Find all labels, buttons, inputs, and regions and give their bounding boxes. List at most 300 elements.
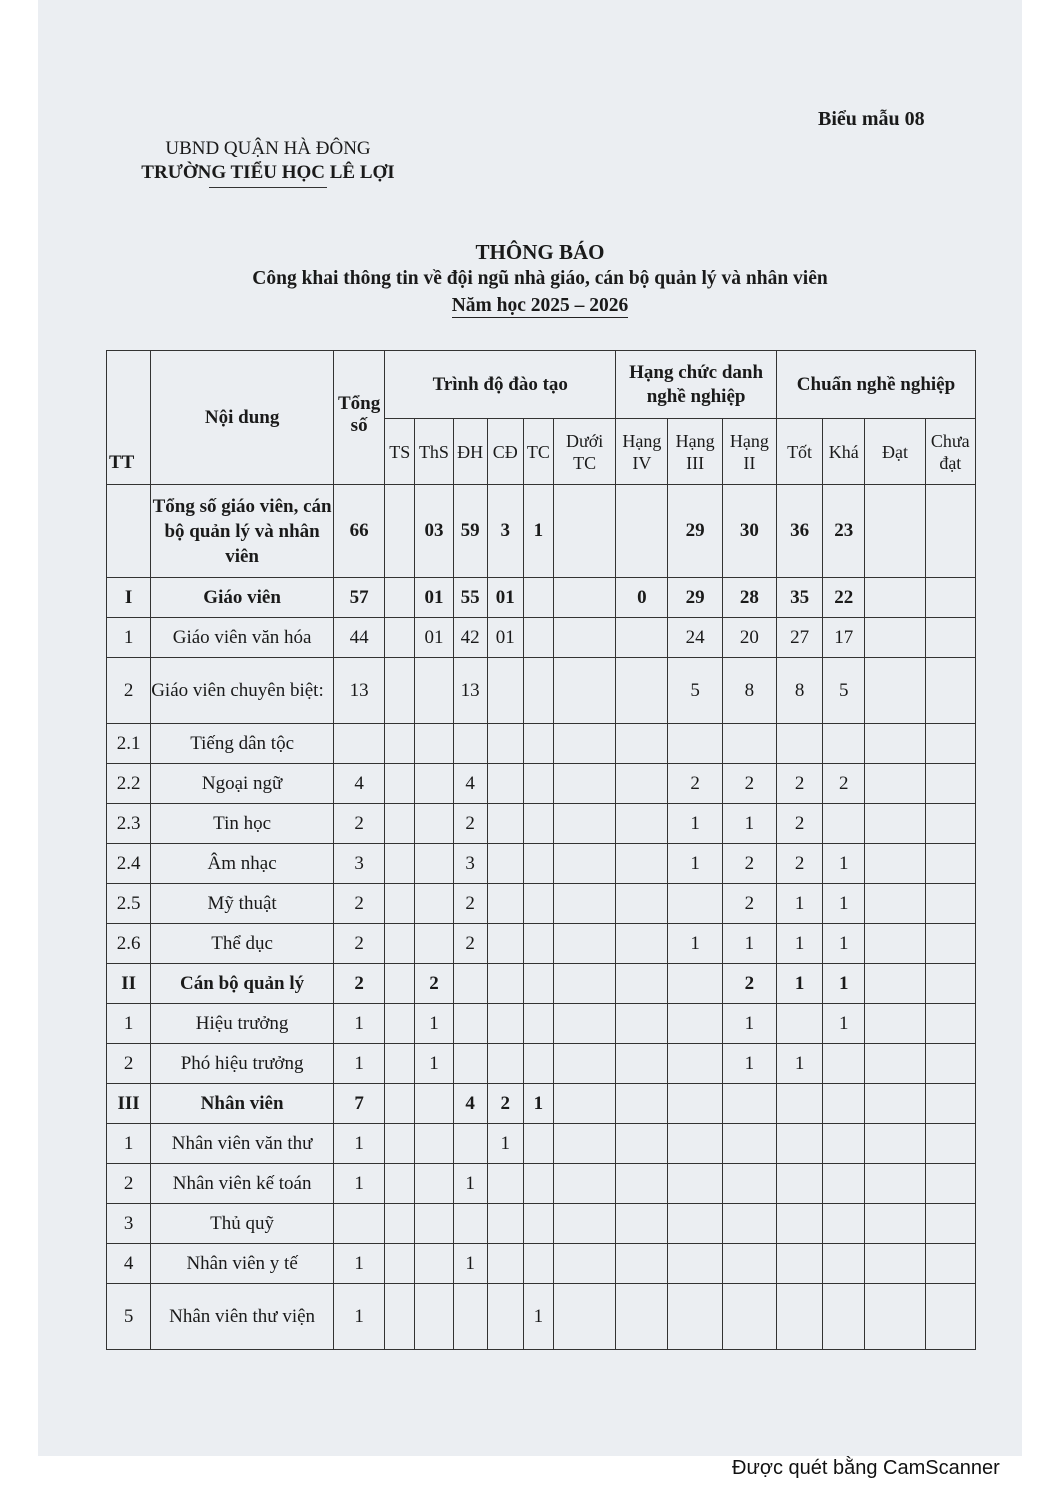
cell-tc xyxy=(523,884,553,924)
cell-content: Nhân viên kế toán xyxy=(151,1164,334,1204)
cell-total: 57 xyxy=(334,578,385,618)
cell-total: 2 xyxy=(334,924,385,964)
table-row xyxy=(107,1244,976,1284)
table-row xyxy=(107,1084,976,1124)
cell-hang-ii: 1 xyxy=(722,1044,776,1084)
cell-tt: 2.5 xyxy=(107,884,151,924)
header-training-group: Trình độ đào tạo xyxy=(385,351,616,419)
cell-ts xyxy=(385,764,415,804)
cell-dat xyxy=(865,1284,925,1350)
cell-cd: 2 xyxy=(487,1084,523,1124)
cell-dat xyxy=(865,964,925,1004)
cell-tt: 2.1 xyxy=(107,724,151,764)
cell-duoi-tc xyxy=(553,578,615,618)
cell-chua-dat xyxy=(925,618,975,658)
cell-dh xyxy=(453,1284,487,1350)
cell-dat xyxy=(865,884,925,924)
agency-parent: UBND QUẬN HÀ ĐÔNG xyxy=(165,138,371,159)
table-row xyxy=(107,844,976,884)
cell-duoi-tc xyxy=(553,764,615,804)
cell-kha xyxy=(823,1124,865,1164)
cell-tc xyxy=(523,1044,553,1084)
cell-dat xyxy=(865,1164,925,1204)
cell-tt: 1 xyxy=(107,1124,151,1164)
cell-duoi-tc xyxy=(553,1244,615,1284)
cell-content: Giáo viên xyxy=(151,578,334,618)
header-standard-group: Chuẩn nghề nghiệp xyxy=(776,351,975,419)
cell-hang-iv: 0 xyxy=(616,578,668,618)
cell-hang-ii: 1 xyxy=(722,804,776,844)
cell-content: Âm nhạc xyxy=(151,844,334,884)
cell-tt: 2.2 xyxy=(107,764,151,804)
cell-ts xyxy=(385,485,415,578)
header-kha: Khá xyxy=(823,419,865,485)
cell-hang-iv xyxy=(616,964,668,1004)
cell-ts xyxy=(385,1004,415,1044)
cell-kha: 1 xyxy=(823,1004,865,1044)
cell-cd xyxy=(487,884,523,924)
cell-dat xyxy=(865,844,925,884)
cell-hang-iii: 1 xyxy=(668,804,722,844)
cell-dat xyxy=(865,658,925,724)
cell-dh: 2 xyxy=(453,924,487,964)
cell-tc xyxy=(523,764,553,804)
cell-total xyxy=(334,1204,385,1244)
table-row xyxy=(107,804,976,844)
table-row xyxy=(107,1124,976,1164)
cell-hang-iv xyxy=(616,1124,668,1164)
cell-tot: 2 xyxy=(776,844,822,884)
cell-hang-iii xyxy=(668,1244,722,1284)
cell-chua-dat xyxy=(925,1284,975,1350)
cell-cd: 01 xyxy=(487,618,523,658)
cell-ths xyxy=(415,804,453,844)
cell-tot: 1 xyxy=(776,964,822,1004)
cell-cd xyxy=(487,1244,523,1284)
doc-subtitle: Công khai thông tin về đội ngũ nhà giáo, cán bộ quản lý và nhân viên xyxy=(252,268,828,289)
cell-hang-iii: 29 xyxy=(668,578,722,618)
cell-dat xyxy=(865,578,925,618)
cell-kha xyxy=(823,1244,865,1284)
cell-tot: 1 xyxy=(776,884,822,924)
cell-cd xyxy=(487,724,523,764)
cell-tt: III xyxy=(107,1084,151,1124)
cell-ths: 1 xyxy=(415,1004,453,1044)
table-row xyxy=(107,618,976,658)
cell-kha: 1 xyxy=(823,964,865,1004)
cell-tt: 5 xyxy=(107,1284,151,1350)
cell-hang-iii xyxy=(668,964,722,1004)
cell-hang-iv xyxy=(616,1164,668,1204)
cell-chua-dat xyxy=(925,804,975,844)
cell-total: 1 xyxy=(334,1164,385,1204)
cell-cd xyxy=(487,804,523,844)
cell-chua-dat xyxy=(925,1044,975,1084)
cell-content: Ngoại ngữ xyxy=(151,764,334,804)
cell-total: 1 xyxy=(334,1044,385,1084)
cell-ts xyxy=(385,1284,415,1350)
cell-ths: 03 xyxy=(415,485,453,578)
cell-dh: 13 xyxy=(453,658,487,724)
cell-cd: 01 xyxy=(487,578,523,618)
form-code: Biểu mẫu 08 xyxy=(818,108,925,130)
cell-hang-iv xyxy=(616,1004,668,1044)
doc-year-text: Năm học 2025 – 2026 xyxy=(451,295,629,316)
cell-cd xyxy=(487,844,523,884)
cell-ts xyxy=(385,804,415,844)
cell-hang-iii xyxy=(668,1044,722,1084)
cell-tot xyxy=(776,724,822,764)
header-dat: Đạt xyxy=(865,419,925,485)
cell-tot: 27 xyxy=(776,618,822,658)
cell-hang-iii xyxy=(668,1164,722,1204)
cell-total: 1 xyxy=(334,1004,385,1044)
cell-kha: 2 xyxy=(823,764,865,804)
cell-ths xyxy=(415,844,453,884)
cell-hang-iv xyxy=(616,1044,668,1084)
cell-tot: 36 xyxy=(776,485,822,578)
cell-tc xyxy=(523,618,553,658)
header-tc: TC xyxy=(523,419,553,485)
header-rank-group: Hạng chức danh nghề nghiệp xyxy=(616,351,777,419)
cell-ts xyxy=(385,618,415,658)
cell-hang-iv xyxy=(616,884,668,924)
cell-duoi-tc xyxy=(553,1204,615,1244)
cell-ths: 01 xyxy=(415,618,453,658)
cell-kha xyxy=(823,1204,865,1244)
cell-chua-dat xyxy=(925,844,975,884)
cell-kha xyxy=(823,1044,865,1084)
cell-duoi-tc xyxy=(553,1284,615,1350)
cell-duoi-tc xyxy=(553,1164,615,1204)
header-duoi-tc: Dưới TC xyxy=(553,419,615,485)
cell-hang-iv xyxy=(616,1244,668,1284)
cell-kha xyxy=(823,1164,865,1204)
table-row xyxy=(107,1284,976,1350)
table-row xyxy=(107,1164,976,1204)
cell-chua-dat xyxy=(925,1244,975,1284)
cell-hang-ii: 1 xyxy=(722,924,776,964)
table-row xyxy=(107,884,976,924)
cell-ts xyxy=(385,964,415,1004)
table-row-grand-total xyxy=(107,485,976,578)
staff-table xyxy=(106,350,976,1350)
cell-total: 2 xyxy=(334,804,385,844)
cell-hang-iv xyxy=(616,485,668,578)
cell-ths: 1 xyxy=(415,1044,453,1084)
cell-ts xyxy=(385,844,415,884)
cell-content: Mỹ thuật xyxy=(151,884,334,924)
cell-chua-dat xyxy=(925,658,975,724)
cell-total: 66 xyxy=(334,485,385,578)
cell-tc xyxy=(523,1244,553,1284)
cell-kha: 22 xyxy=(823,578,865,618)
cell-tt: 2 xyxy=(107,1044,151,1084)
cell-chua-dat xyxy=(925,578,975,618)
cell-kha: 1 xyxy=(823,844,865,884)
cell-tc xyxy=(523,658,553,724)
cell-ths: 2 xyxy=(415,964,453,1004)
cell-cd xyxy=(487,1284,523,1350)
cell-tc xyxy=(523,964,553,1004)
cell-cd: 1 xyxy=(487,1124,523,1164)
cell-tt: 2 xyxy=(107,1164,151,1204)
cell-kha: 1 xyxy=(823,884,865,924)
cell-ths xyxy=(415,884,453,924)
cell-hang-iv xyxy=(616,618,668,658)
cell-tot: 8 xyxy=(776,658,822,724)
agency-block xyxy=(138,138,398,188)
cell-content: Tổng số giáo viên, cán bộ quản lý và nhân viên xyxy=(151,485,334,578)
cell-duoi-tc xyxy=(553,724,615,764)
cell-ts xyxy=(385,724,415,764)
cell-duoi-tc xyxy=(553,1044,615,1084)
cell-ts xyxy=(385,578,415,618)
header-tot: Tốt xyxy=(776,419,822,485)
cell-tot xyxy=(776,1164,822,1204)
cell-tc xyxy=(523,1124,553,1164)
cell-hang-iv xyxy=(616,1084,668,1124)
cell-kha xyxy=(823,724,865,764)
cell-duoi-tc xyxy=(553,924,615,964)
cell-dat xyxy=(865,724,925,764)
table-row xyxy=(107,1044,976,1084)
cell-hang-ii: 2 xyxy=(722,884,776,924)
cell-total: 13 xyxy=(334,658,385,724)
cell-chua-dat xyxy=(925,964,975,1004)
cell-hang-ii: 8 xyxy=(722,658,776,724)
cell-tot: 2 xyxy=(776,804,822,844)
cell-ths xyxy=(415,1124,453,1164)
cell-ths xyxy=(415,1284,453,1350)
cell-dat xyxy=(865,804,925,844)
cell-duoi-tc xyxy=(553,658,615,724)
cell-total: 2 xyxy=(334,964,385,1004)
cell-tot xyxy=(776,1124,822,1164)
cell-dh xyxy=(453,724,487,764)
cell-hang-iii: 1 xyxy=(668,844,722,884)
cell-content: Nhân viên văn thư xyxy=(151,1124,334,1164)
cell-hang-ii xyxy=(722,1124,776,1164)
cell-tc xyxy=(523,578,553,618)
cell-cd xyxy=(487,1204,523,1244)
cell-ts xyxy=(385,1244,415,1284)
cell-chua-dat xyxy=(925,1164,975,1204)
cell-cd xyxy=(487,1164,523,1204)
cell-hang-iv xyxy=(616,764,668,804)
cell-ths xyxy=(415,658,453,724)
cell-hang-iii xyxy=(668,724,722,764)
cell-hang-ii: 30 xyxy=(722,485,776,578)
cell-chua-dat xyxy=(925,764,975,804)
cell-tc xyxy=(523,1004,553,1044)
header-tt: TT xyxy=(107,351,151,485)
cell-total: 1 xyxy=(334,1284,385,1350)
cell-hang-iii: 24 xyxy=(668,618,722,658)
cell-dh xyxy=(453,1204,487,1244)
cell-hang-iv xyxy=(616,658,668,724)
cell-hang-ii: 28 xyxy=(722,578,776,618)
cell-duoi-tc xyxy=(553,1004,615,1044)
header-hang-iv: Hạng IV xyxy=(616,419,668,485)
cell-ths xyxy=(415,764,453,804)
cell-tt: I xyxy=(107,578,151,618)
cell-tc xyxy=(523,804,553,844)
cell-cd xyxy=(487,924,523,964)
cell-hang-ii xyxy=(722,724,776,764)
cell-dat xyxy=(865,485,925,578)
cell-chua-dat xyxy=(925,1204,975,1244)
header-ths: ThS xyxy=(415,419,453,485)
cell-ths xyxy=(415,1084,453,1124)
cell-tc xyxy=(523,1164,553,1204)
cell-ts xyxy=(385,1124,415,1164)
cell-total: 3 xyxy=(334,844,385,884)
cell-tt: 2.4 xyxy=(107,844,151,884)
table-row xyxy=(107,964,976,1004)
cell-ths xyxy=(415,924,453,964)
cell-tot: 2 xyxy=(776,764,822,804)
cell-dh: 1 xyxy=(453,1164,487,1204)
cell-dh xyxy=(453,1044,487,1084)
cell-tc xyxy=(523,1204,553,1244)
header-ts: TS xyxy=(385,419,415,485)
cell-hang-iii xyxy=(668,884,722,924)
cell-dat xyxy=(865,1084,925,1124)
cell-tt: 2.6 xyxy=(107,924,151,964)
cell-dh: 2 xyxy=(453,884,487,924)
cell-content: Giáo viên văn hóa xyxy=(151,618,334,658)
cell-tc xyxy=(523,844,553,884)
cell-tot xyxy=(776,1004,822,1044)
cell-hang-iii xyxy=(668,1204,722,1244)
cell-kha: 17 xyxy=(823,618,865,658)
cell-hang-iv xyxy=(616,924,668,964)
cell-total: 44 xyxy=(334,618,385,658)
table-row xyxy=(107,1004,976,1044)
cell-hang-ii: 20 xyxy=(722,618,776,658)
cell-ths xyxy=(415,724,453,764)
cell-total: 1 xyxy=(334,1124,385,1164)
cell-dh: 4 xyxy=(453,764,487,804)
cell-ts xyxy=(385,658,415,724)
cell-cd: 3 xyxy=(487,485,523,578)
cell-ths xyxy=(415,1204,453,1244)
cell-tc xyxy=(523,724,553,764)
cell-chua-dat xyxy=(925,1084,975,1124)
cell-dat xyxy=(865,1204,925,1244)
cell-kha xyxy=(823,804,865,844)
cell-hang-iv xyxy=(616,724,668,764)
cell-hang-ii: 1 xyxy=(722,1004,776,1044)
cell-ts xyxy=(385,924,415,964)
cell-tc: 1 xyxy=(523,1084,553,1124)
cell-dh xyxy=(453,964,487,1004)
cell-ths: 01 xyxy=(415,578,453,618)
cell-cd xyxy=(487,964,523,1004)
cell-content: Phó hiệu trưởng xyxy=(151,1044,334,1084)
cell-ts xyxy=(385,1084,415,1124)
cell-hang-iii xyxy=(668,1124,722,1164)
header-cd: CĐ xyxy=(487,419,523,485)
cell-dh: 1 xyxy=(453,1244,487,1284)
doc-year xyxy=(100,295,980,317)
cell-hang-iii xyxy=(668,1004,722,1044)
header-hang-iii: Hạng III xyxy=(668,419,722,485)
cell-dh xyxy=(453,1124,487,1164)
cell-total: 2 xyxy=(334,884,385,924)
cell-dat xyxy=(865,764,925,804)
cell-tc: 1 xyxy=(523,1284,553,1350)
cell-kha xyxy=(823,1284,865,1350)
cell-content: Tin học xyxy=(151,804,334,844)
agency-school: TRƯỜNG TIỂU HỌC LÊ LỢI xyxy=(141,162,395,183)
cell-dat xyxy=(865,1004,925,1044)
cell-dat xyxy=(865,1044,925,1084)
cell-cd xyxy=(487,658,523,724)
cell-duoi-tc xyxy=(553,844,615,884)
cell-tot: 1 xyxy=(776,1044,822,1084)
cell-dh: 59 xyxy=(453,485,487,578)
cell-dh xyxy=(453,1004,487,1044)
cell-tc xyxy=(523,924,553,964)
cell-total: 4 xyxy=(334,764,385,804)
cell-content: Tiếng dân tộc xyxy=(151,724,334,764)
cell-hang-iii xyxy=(668,1084,722,1124)
table-row xyxy=(107,764,976,804)
cell-tot xyxy=(776,1204,822,1244)
cell-tt: 1 xyxy=(107,618,151,658)
cell-duoi-tc xyxy=(553,1084,615,1124)
cell-dh: 42 xyxy=(453,618,487,658)
cell-kha xyxy=(823,1084,865,1124)
cell-ts xyxy=(385,884,415,924)
cell-dat xyxy=(865,924,925,964)
cell-duoi-tc xyxy=(553,884,615,924)
cell-hang-ii xyxy=(722,1284,776,1350)
cell-chua-dat xyxy=(925,1004,975,1044)
cell-tc: 1 xyxy=(523,485,553,578)
cell-hang-ii xyxy=(722,1164,776,1204)
cell-content: Nhân viên y tế xyxy=(151,1244,334,1284)
cell-content: Giáo viên chuyên biệt: xyxy=(151,658,334,724)
cell-hang-ii: 2 xyxy=(722,964,776,1004)
cell-tt: 3 xyxy=(107,1204,151,1244)
header-hang-ii: Hạng II xyxy=(722,419,776,485)
cell-content: Thể dục xyxy=(151,924,334,964)
cell-tt: 2.3 xyxy=(107,804,151,844)
cell-kha: 1 xyxy=(823,924,865,964)
cell-hang-iv xyxy=(616,1284,668,1350)
cell-tot: 35 xyxy=(776,578,822,618)
cell-ths xyxy=(415,1164,453,1204)
cell-hang-ii: 2 xyxy=(722,764,776,804)
cell-duoi-tc xyxy=(553,1124,615,1164)
header-content: Nội dung xyxy=(151,351,334,485)
cell-tot xyxy=(776,1084,822,1124)
cell-dat xyxy=(865,618,925,658)
scanner-watermark: Được quét bằng CamScanner xyxy=(732,1457,1000,1479)
header-chua-dat: Chưa đạt xyxy=(925,419,975,485)
cell-tt: 1 xyxy=(107,1004,151,1044)
cell-hang-iii: 1 xyxy=(668,924,722,964)
cell-duoi-tc xyxy=(553,485,615,578)
cell-chua-dat xyxy=(925,1124,975,1164)
cell-chua-dat xyxy=(925,724,975,764)
cell-dh: 55 xyxy=(453,578,487,618)
cell-duoi-tc xyxy=(553,964,615,1004)
cell-dh: 4 xyxy=(453,1084,487,1124)
